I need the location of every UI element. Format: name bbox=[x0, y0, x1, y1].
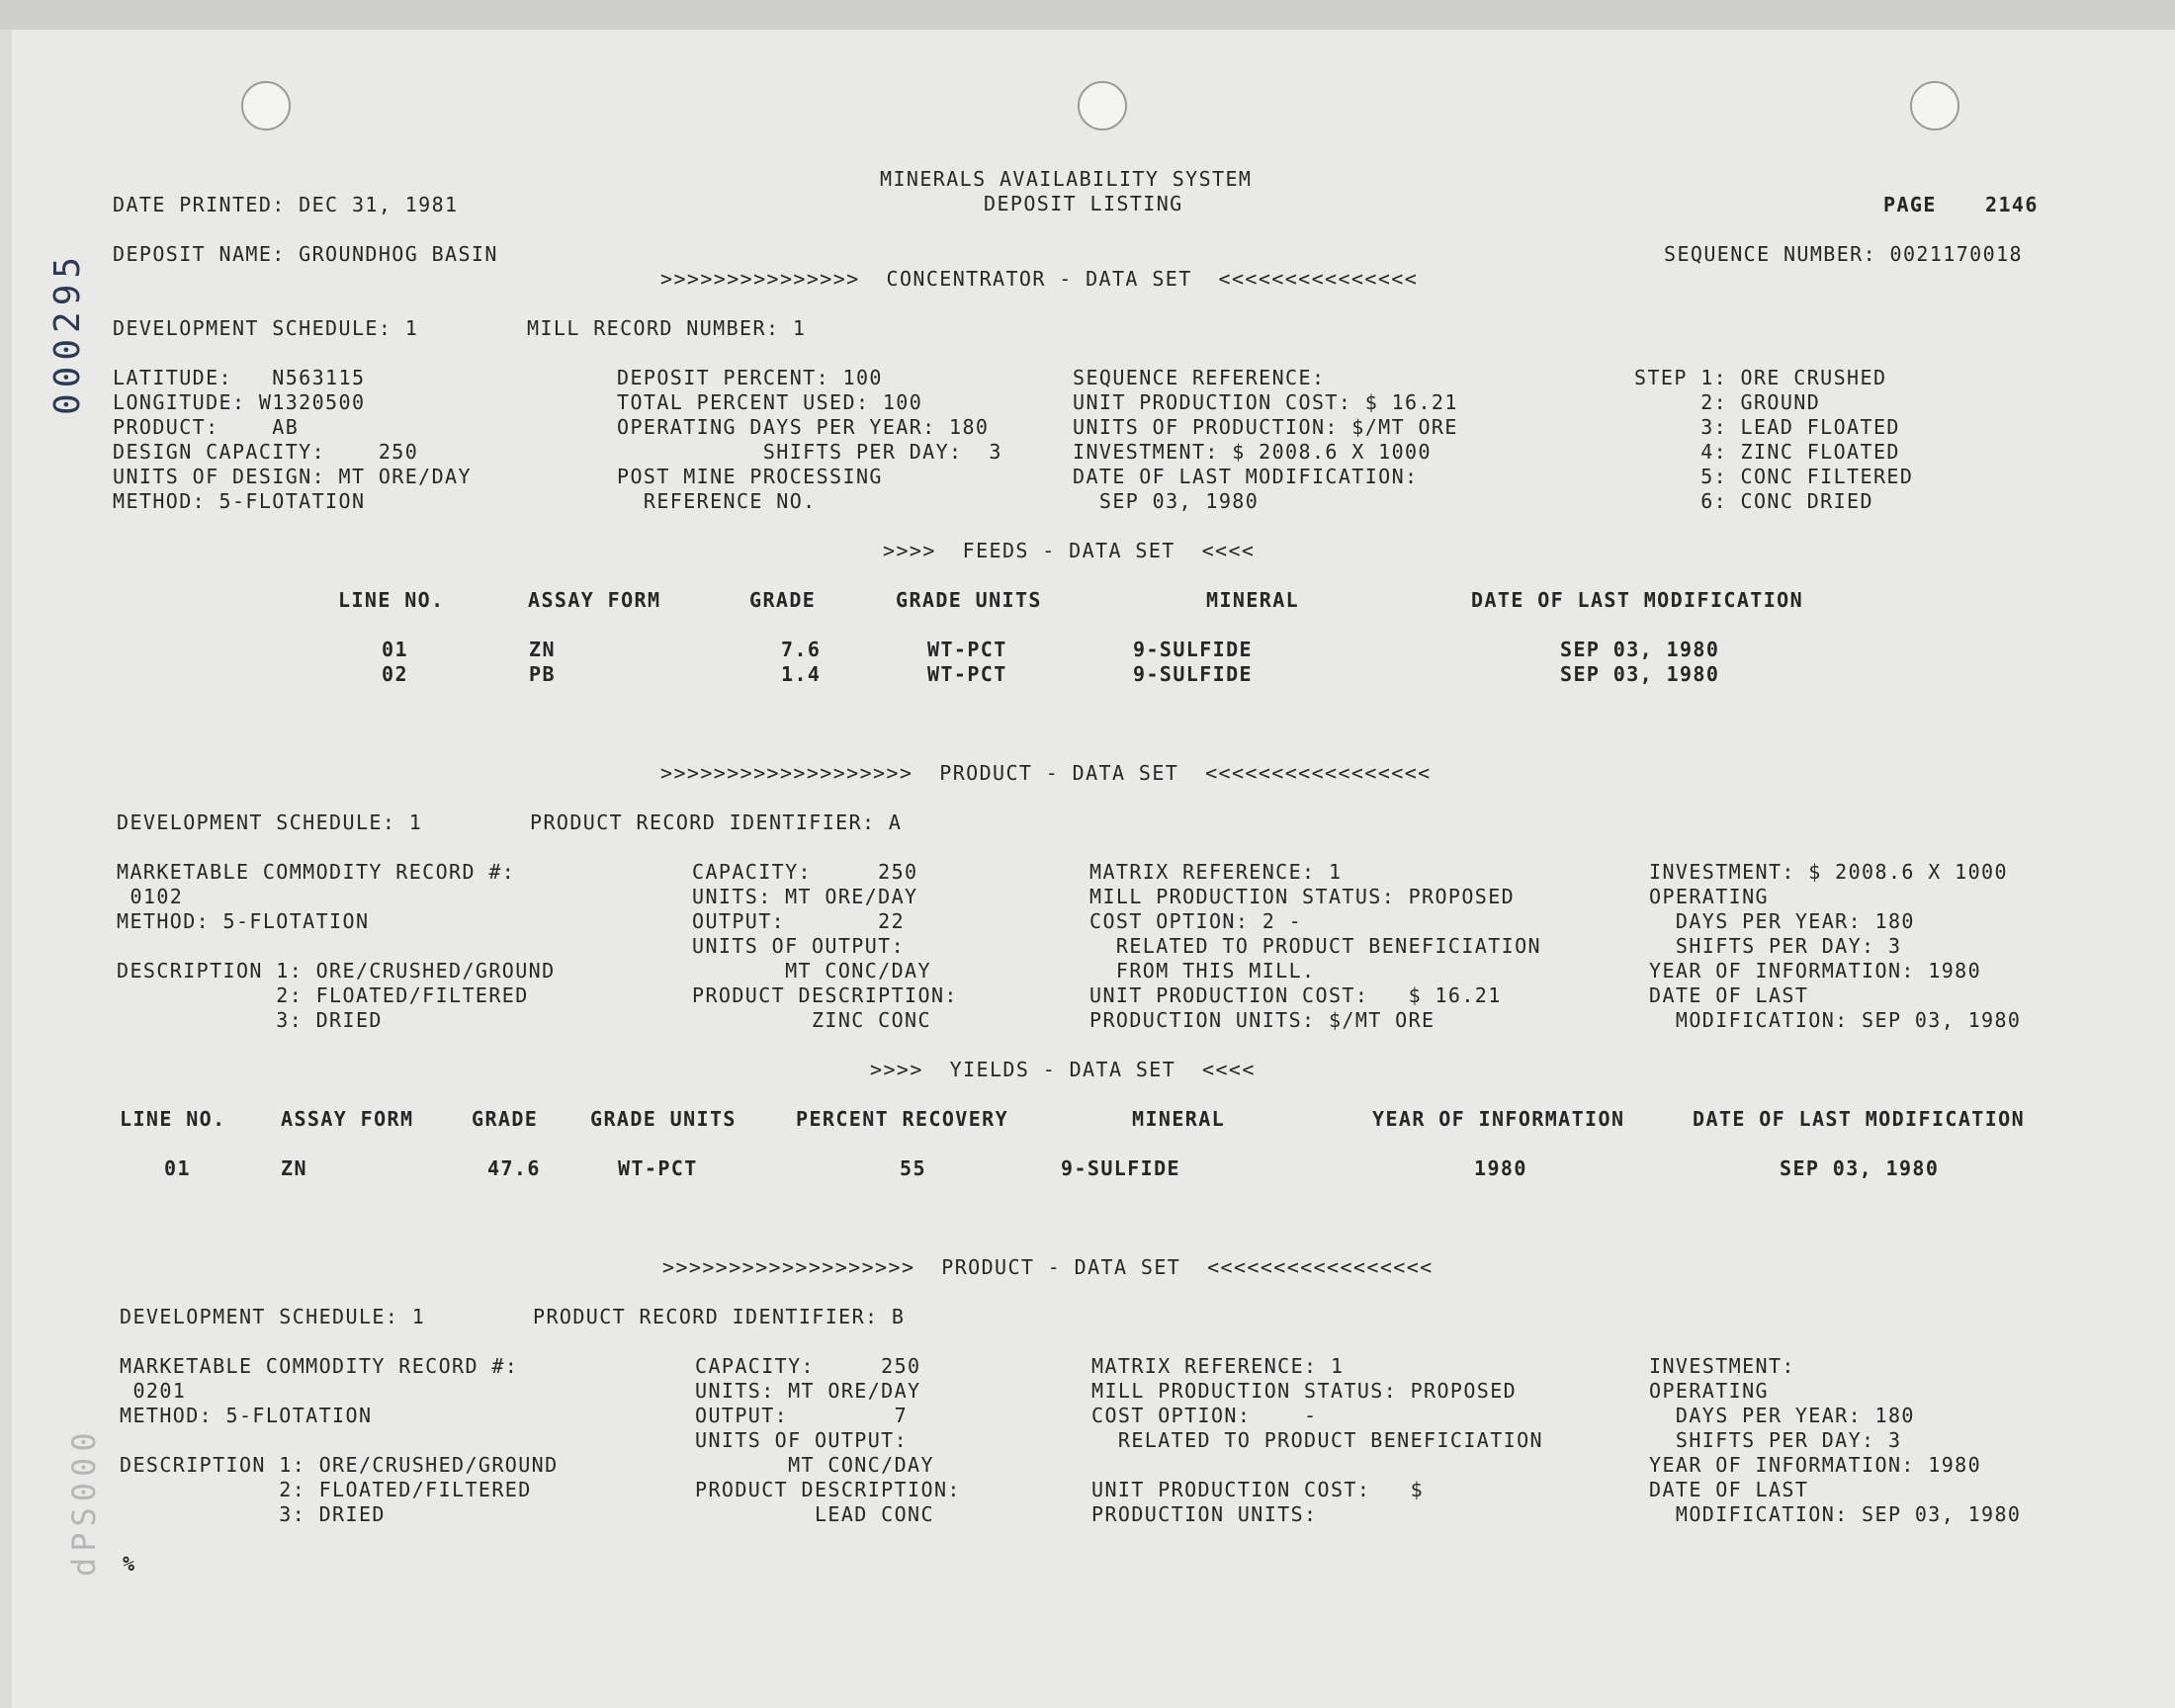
feeds-row-cell: WT-PCT bbox=[927, 662, 1007, 686]
product-a-field-line: OUTPUT: 22 bbox=[692, 909, 906, 933]
feeds-row-cell: 01 bbox=[382, 638, 408, 661]
product-a-field-line: YEAR OF INFORMATION: 1980 bbox=[1649, 959, 1982, 982]
feeds-header-cell: GRADE UNITS bbox=[896, 588, 1042, 612]
concentrator-field-line: UNITS OF DESIGN: MT ORE/DAY bbox=[113, 465, 472, 488]
product-b-field-line: CAPACITY: 250 bbox=[695, 1354, 921, 1378]
concentrator-field-line: SEP 03, 1980 bbox=[1073, 489, 1260, 513]
date-printed: DATE PRINTED: DEC 31, 1981 bbox=[113, 193, 459, 216]
yields-header-cell: DATE OF LAST MODIFICATION bbox=[1693, 1107, 2026, 1131]
feeds-row-cell: SEP 03, 1980 bbox=[1560, 638, 1720, 661]
product-a-field-line: PRODUCTION UNITS: $/MT ORE bbox=[1089, 1008, 1436, 1032]
feeds-header-cell: GRADE bbox=[749, 588, 817, 612]
feeds-row-cell: PB bbox=[529, 662, 556, 686]
yields-row-cell: SEP 03, 1980 bbox=[1780, 1156, 1940, 1180]
concentrator-field-line: INVESTMENT: $ 2008.6 X 1000 bbox=[1073, 440, 1432, 464]
faint-stamp: dPS000 bbox=[65, 1426, 103, 1577]
yields-row-cell: 9-SULFIDE bbox=[1061, 1156, 1180, 1180]
feeds-row-cell: 7.6 bbox=[781, 638, 822, 661]
concentrator-field-line: DEPOSIT PERCENT: 100 bbox=[617, 366, 883, 389]
product-b-record-id: PRODUCT RECORD IDENTIFIER: B bbox=[533, 1305, 906, 1328]
product-a-field-line: 0102 bbox=[117, 885, 184, 908]
yields-row-cell: 01 bbox=[164, 1156, 191, 1180]
product-b-field-line: MILL PRODUCTION STATUS: PROPOSED bbox=[1091, 1379, 1518, 1403]
product-a-field-line: DATE OF LAST bbox=[1649, 983, 1809, 1007]
product-a-banner: >>>>>>>>>>>>>>>>>>> PRODUCT - DATA SET <<<<<<<<<<<<<<<<< bbox=[660, 761, 1432, 785]
product-b-field-line: 0201 bbox=[120, 1379, 187, 1403]
product-b-field-line: DESCRIPTION 1: ORE/CRUSHED/GROUND bbox=[120, 1453, 559, 1477]
yields-row-cell: 55 bbox=[900, 1156, 926, 1180]
product-a-field-line: UNIT PRODUCTION COST: $ 16.21 bbox=[1089, 983, 1502, 1007]
sequence-number: SEQUENCE NUMBER: 0021170018 bbox=[1664, 242, 2023, 266]
yields-header-cell: GRADE UNITS bbox=[590, 1107, 737, 1131]
product-a-record-id: PRODUCT RECORD IDENTIFIER: A bbox=[530, 811, 903, 834]
feeds-row-cell: ZN bbox=[529, 638, 556, 661]
product-a-field-line: DAYS PER YEAR: 180 bbox=[1649, 909, 1915, 933]
product-b-field-line: METHOD: 5-FLOTATION bbox=[120, 1404, 373, 1427]
deposit-name: DEPOSIT NAME: GROUNDHOG BASIN bbox=[113, 242, 498, 266]
feeds-row-cell: 9-SULFIDE bbox=[1133, 638, 1253, 661]
product-b-field-line: UNITS: MT ORE/DAY bbox=[695, 1379, 921, 1403]
yields-header-cell: YEAR OF INFORMATION bbox=[1372, 1107, 1625, 1131]
product-b-field-line: YEAR OF INFORMATION: 1980 bbox=[1649, 1453, 1982, 1477]
product-b-field-line: LEAD CONC bbox=[695, 1502, 934, 1526]
punch-hole-left bbox=[241, 81, 291, 130]
concentrator-field-line: DATE OF LAST MODIFICATION: bbox=[1073, 465, 1419, 488]
product-b-field-line: MODIFICATION: SEP 03, 1980 bbox=[1649, 1502, 2022, 1526]
feeds-banner: >>>> FEEDS - DATA SET <<<< bbox=[883, 539, 1256, 562]
punch-hole-right bbox=[1910, 81, 1959, 130]
concentrator-banner: >>>>>>>>>>>>>>> CONCENTRATOR - DATA SET <<<<<<<<<<<<<<< bbox=[660, 267, 1419, 291]
yields-header-cell: ASSAY FORM bbox=[281, 1107, 414, 1131]
page-number: 2146 bbox=[1985, 193, 2039, 216]
product-a-field-line: FROM THIS MILL. bbox=[1089, 959, 1316, 982]
product-a-field-line: MODIFICATION: SEP 03, 1980 bbox=[1649, 1008, 2022, 1032]
concentrator-field-line: LATITUDE: N563115 bbox=[113, 366, 366, 389]
product-b-field-line: MATRIX REFERENCE: 1 bbox=[1091, 1354, 1345, 1378]
product-b-field-line: DAYS PER YEAR: 180 bbox=[1649, 1404, 1915, 1427]
process-step-line: STEP 1: ORE CRUSHED bbox=[1634, 366, 1887, 389]
product-a-field-line: DESCRIPTION 1: ORE/CRUSHED/GROUND bbox=[117, 959, 556, 982]
product-a-field-line: MARKETABLE COMMODITY RECORD #: bbox=[117, 860, 516, 884]
product-b-field-line: OUTPUT: 7 bbox=[695, 1404, 909, 1427]
concentrator-field-line: OPERATING DAYS PER YEAR: 180 bbox=[617, 415, 990, 439]
yields-row-cell: ZN bbox=[281, 1156, 307, 1180]
product-b-field-line: MARKETABLE COMMODITY RECORD #: bbox=[120, 1354, 519, 1378]
yields-header-cell: LINE NO. bbox=[120, 1107, 226, 1131]
product-b-field-line: UNITS OF OUTPUT: bbox=[695, 1428, 909, 1452]
document-number-stamp: 000295 bbox=[47, 250, 88, 415]
yields-row-cell: 47.6 bbox=[487, 1156, 541, 1180]
listing-title: DEPOSIT LISTING bbox=[984, 192, 1183, 215]
concentrator-dev-schedule: DEVELOPMENT SCHEDULE: 1 bbox=[113, 316, 419, 340]
product-b-field-line: COST OPTION: - bbox=[1091, 1404, 1318, 1427]
feeds-header-cell: ASSAY FORM bbox=[528, 588, 661, 612]
product-a-field-line: MT CONC/DAY bbox=[692, 959, 931, 982]
concentrator-field-line: REFERENCE NO. bbox=[617, 489, 817, 513]
feeds-header-cell: LINE NO. bbox=[338, 588, 445, 612]
concentrator-field-line: LONGITUDE: W1320500 bbox=[113, 390, 366, 414]
concentrator-field-line: UNIT PRODUCTION COST: $ 16.21 bbox=[1073, 390, 1458, 414]
product-b-field-line: PRODUCT DESCRIPTION: bbox=[695, 1478, 961, 1501]
product-b-field-line: SHIFTS PER DAY: 3 bbox=[1649, 1428, 1902, 1452]
concentrator-field-line: POST MINE PROCESSING bbox=[617, 465, 883, 488]
page-label: PAGE bbox=[1883, 193, 1937, 216]
product-b-dev-schedule: DEVELOPMENT SCHEDULE: 1 bbox=[120, 1305, 426, 1328]
product-a-field-line: SHIFTS PER DAY: 3 bbox=[1649, 934, 1902, 958]
product-b-field-line: OPERATING bbox=[1649, 1379, 1769, 1403]
yields-header-cell: MINERAL bbox=[1132, 1107, 1226, 1131]
product-b-field-line: DATE OF LAST bbox=[1649, 1478, 1809, 1501]
feeds-row-cell: 1.4 bbox=[781, 662, 822, 686]
product-a-field-line: OPERATING bbox=[1649, 885, 1769, 908]
concentrator-field-line: UNITS OF PRODUCTION: $/MT ORE bbox=[1073, 415, 1458, 439]
concentrator-field-line: PRODUCT: AB bbox=[113, 415, 300, 439]
yields-banner: >>>> YIELDS - DATA SET <<<< bbox=[870, 1058, 1256, 1081]
mill-record-number: MILL RECORD NUMBER: 1 bbox=[527, 316, 807, 340]
product-b-field-line: RELATED TO PRODUCT BENEFICIATION bbox=[1091, 1428, 1543, 1452]
feeds-row-cell: SEP 03, 1980 bbox=[1560, 662, 1720, 686]
process-step-line: 2: GROUND bbox=[1634, 390, 1821, 414]
process-step-line: 3: LEAD FLOATED bbox=[1634, 415, 1900, 439]
feeds-row-cell: 02 bbox=[382, 662, 408, 686]
product-a-field-line: 2: FLOATED/FILTERED bbox=[117, 983, 529, 1007]
yields-row-cell: WT-PCT bbox=[618, 1156, 698, 1180]
yields-row-cell: 1980 bbox=[1474, 1156, 1527, 1180]
product-b-field-line: 2: FLOATED/FILTERED bbox=[120, 1478, 532, 1501]
product-a-field-line: MATRIX REFERENCE: 1 bbox=[1089, 860, 1343, 884]
product-a-field-line: COST OPTION: 2 - bbox=[1089, 909, 1303, 933]
product-b-field-line: 3: DRIED bbox=[120, 1502, 386, 1526]
product-a-field-line: 3: DRIED bbox=[117, 1008, 383, 1032]
process-step-line: 6: CONC DRIED bbox=[1634, 489, 1873, 513]
process-step-line: 4: ZINC FLOATED bbox=[1634, 440, 1900, 464]
concentrator-field-line: SHIFTS PER DAY: 3 bbox=[617, 440, 1002, 464]
feeds-row-cell: 9-SULFIDE bbox=[1133, 662, 1253, 686]
product-b-field-line: MT CONC/DAY bbox=[695, 1453, 934, 1477]
product-b-field-line: INVESTMENT: bbox=[1649, 1354, 1795, 1378]
concentrator-field-line: METHOD: 5-FLOTATION bbox=[113, 489, 366, 513]
concentrator-field-line: SEQUENCE REFERENCE: bbox=[1073, 366, 1326, 389]
yields-header-cell: GRADE bbox=[472, 1107, 539, 1131]
concentrator-field-line: DESIGN CAPACITY: 250 bbox=[113, 440, 419, 464]
feeds-header-cell: DATE OF LAST MODIFICATION bbox=[1471, 588, 1804, 612]
product-a-field-line: CAPACITY: 250 bbox=[692, 860, 918, 884]
product-b-field-line: UNIT PRODUCTION COST: $ bbox=[1091, 1478, 1425, 1501]
yields-header-cell: PERCENT RECOVERY bbox=[796, 1107, 1009, 1131]
product-a-field-line: RELATED TO PRODUCT BENEFICIATION bbox=[1089, 934, 1541, 958]
product-b-field-line: PRODUCTION UNITS: bbox=[1091, 1502, 1318, 1526]
feeds-header-cell: MINERAL bbox=[1206, 588, 1300, 612]
process-step-line: 5: CONC FILTERED bbox=[1634, 465, 1914, 488]
product-a-field-line: METHOD: 5-FLOTATION bbox=[117, 909, 370, 933]
feeds-row-cell: WT-PCT bbox=[927, 638, 1007, 661]
concentrator-field-line: TOTAL PERCENT USED: 100 bbox=[617, 390, 923, 414]
product-a-field-line: PRODUCT DESCRIPTION: bbox=[692, 983, 958, 1007]
product-a-field-line: ZINC CONC bbox=[692, 1008, 931, 1032]
product-a-field-line: MILL PRODUCTION STATUS: PROPOSED bbox=[1089, 885, 1516, 908]
punch-hole-center bbox=[1078, 81, 1127, 130]
product-a-field-line: UNITS OF OUTPUT: bbox=[692, 934, 906, 958]
product-b-banner: >>>>>>>>>>>>>>>>>>> PRODUCT - DATA SET <<<<<<<<<<<<<<<<< bbox=[662, 1255, 1434, 1279]
sheet-top-edge bbox=[0, 0, 2175, 30]
system-title: MINERALS AVAILABILITY SYSTEM bbox=[880, 167, 1253, 191]
product-a-field-line: UNITS: MT ORE/DAY bbox=[692, 885, 918, 908]
product-a-field-line: INVESTMENT: $ 2008.6 X 1000 bbox=[1649, 860, 2008, 884]
product-a-dev-schedule: DEVELOPMENT SCHEDULE: 1 bbox=[117, 811, 423, 834]
footer-mark: % bbox=[123, 1552, 136, 1576]
